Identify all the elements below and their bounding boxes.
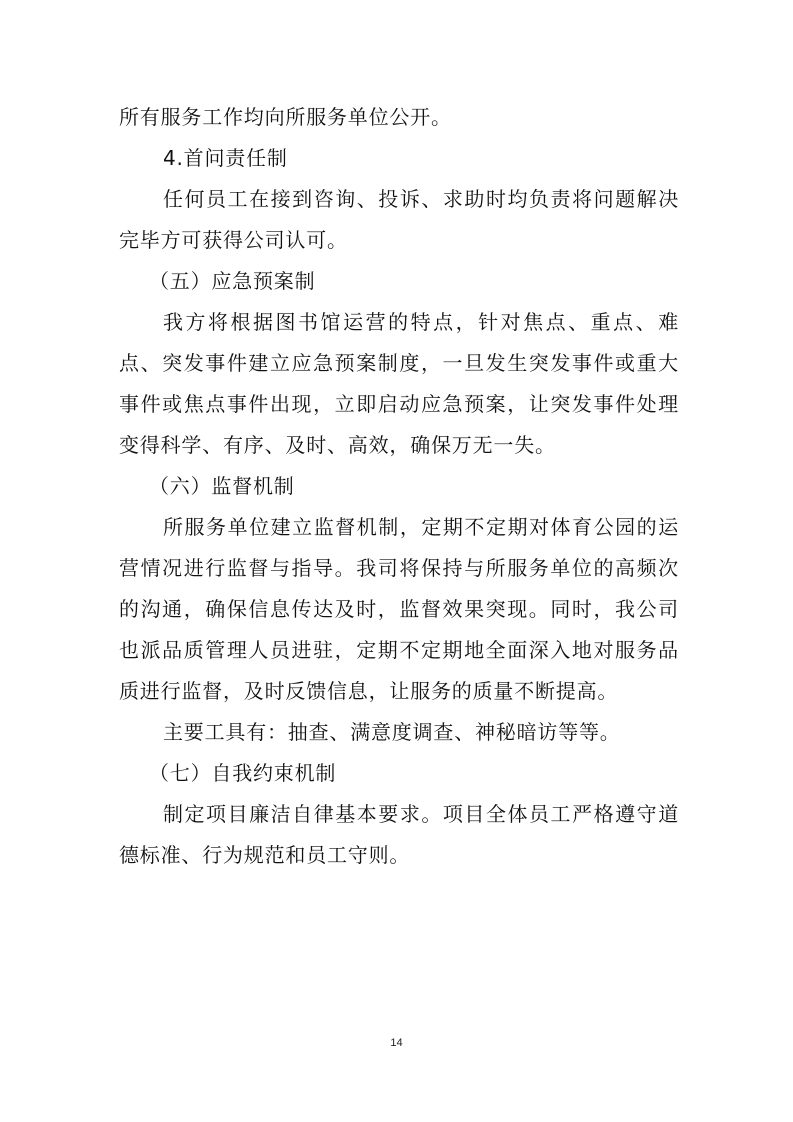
page-number: 14 — [390, 1037, 403, 1049]
paragraph-continuation: 所有服务工作均向所服务单位公开。 — [119, 105, 452, 129]
paragraph-first-responsibility: 任何员工在接到咨询、投诉、求助时均负责将问题解决完毕方可获得公司认可。 — [119, 187, 679, 252]
paragraph-emergency-plan: 我方将根据图书馆运营的特点，针对焦点、重点、难点、突发事件建立应急预案制度，一旦发生突发事件或重大事件或焦点事件出现，立即启动应急预案，让突发事件处理变得科学、有序、及时、高效，确保万无一失。 — [119, 310, 679, 457]
paragraph-tools: 主要工具有：抽查、满意度调查、神秘暗访等等。 — [163, 720, 621, 744]
heading-supervision: （六）监督机制 — [149, 474, 295, 498]
heading-emergency-plan: （五）应急预案制 — [149, 269, 316, 293]
paragraph-self-discipline: 制定项目廉洁自律基本要求。项目全体员工严格遵守道德标准、行为规范和员工守则。 — [119, 802, 679, 867]
heading-first-responsibility: 4.首问责任制 — [163, 146, 288, 170]
paragraph-supervision: 所服务单位建立监督机制，定期不定期对体育公园的运营情况进行监督与指导。我司将保持与所服务单位的高频次的沟通，确保信息传达及时，监督效果突现。同时，我公司也派品质管理人员进驻，定期不定期地全面深入地对服务品质进行监督，及时反馈信息，让服务的质量不断提高。 — [119, 515, 679, 703]
document-body — [119, 97, 679, 876]
heading-self-discipline: （七）自我约束机制 — [149, 761, 337, 785]
